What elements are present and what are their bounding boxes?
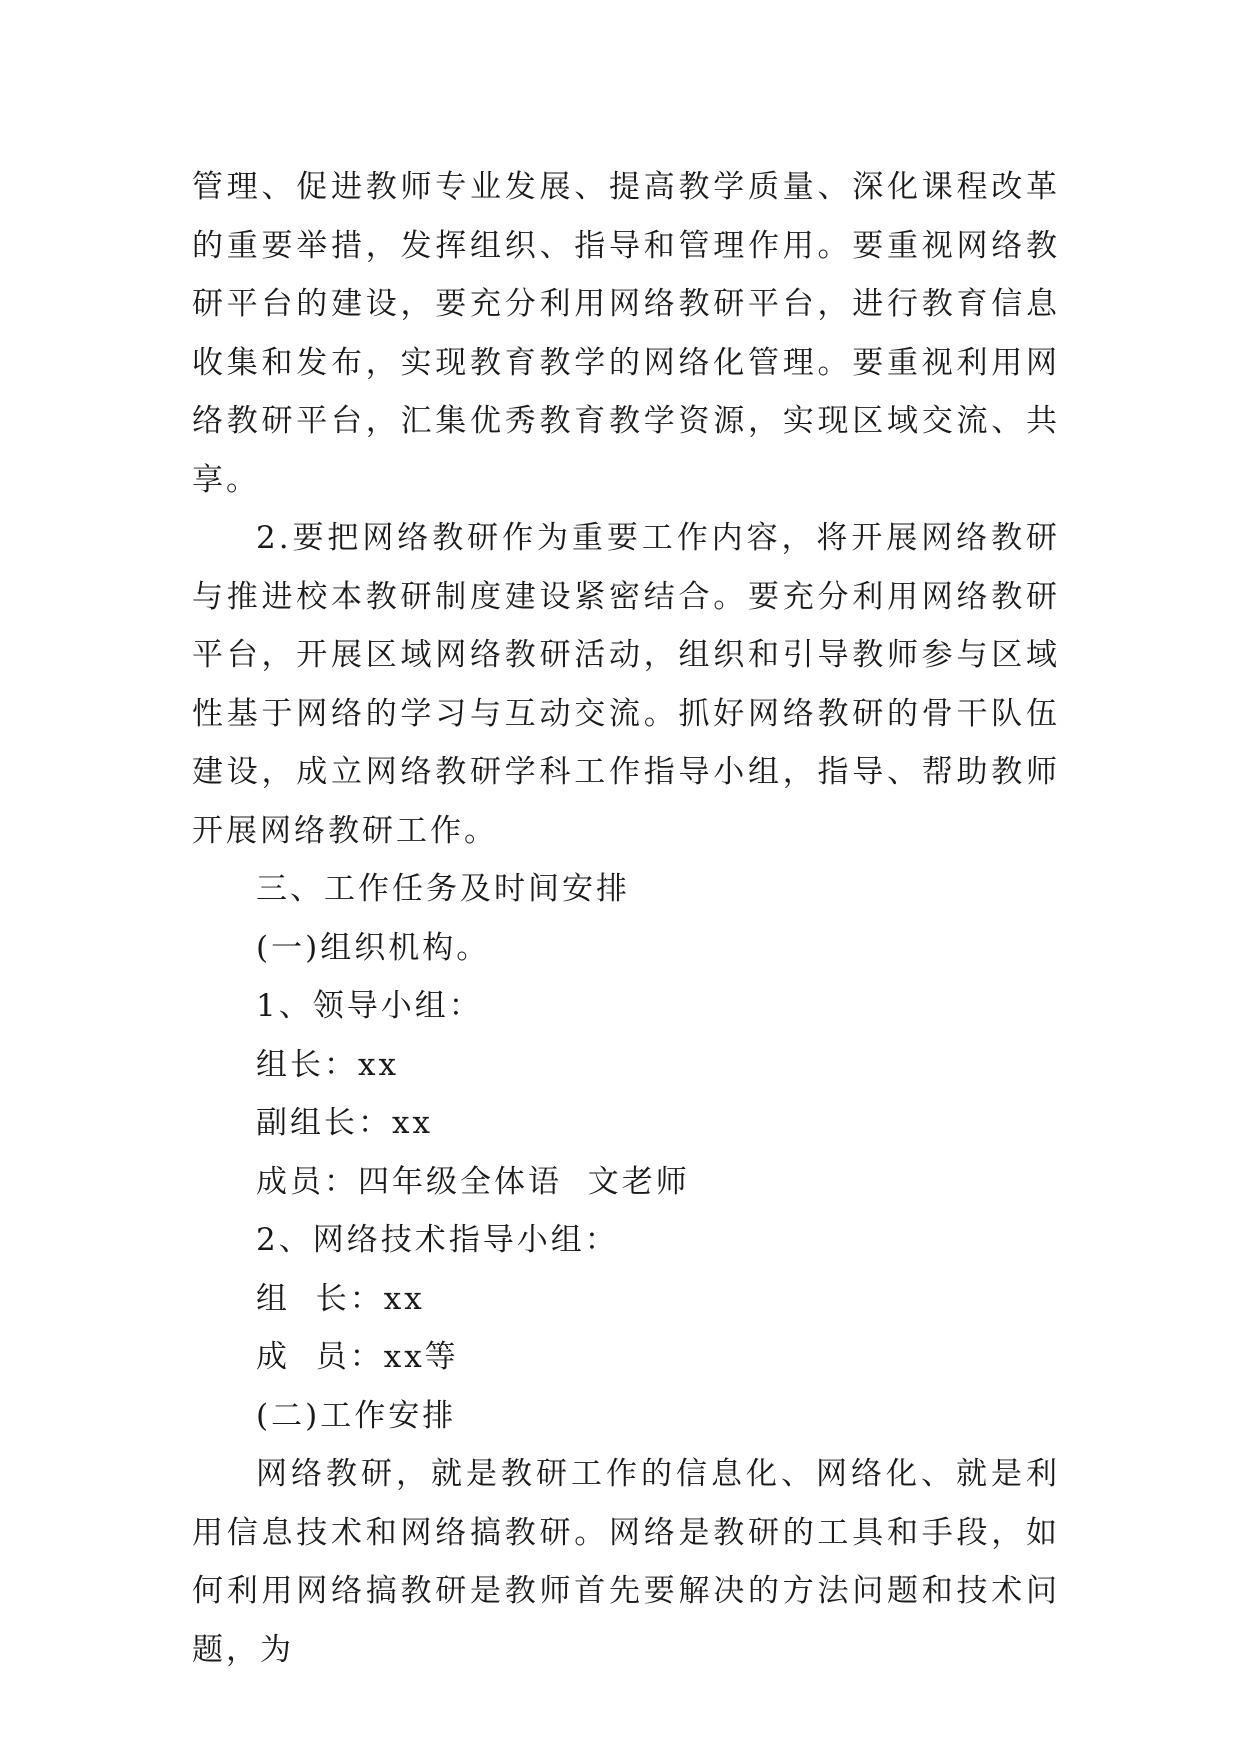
paragraph-continuation: 管理、促进教师专业发展、提高教学质量、深化课程改革的重要举措，发挥组织、指导和管理作用。要重视网络教研平台的建设，要充分利用网络教研平台，进行教育信息收集和发布，实现教育教学的网络化管理。要重视利用网络教研平台，汇集优秀教育教学资源，实现区域交流、共享。 bbox=[192, 169, 1060, 498]
list-item-members: 成员：四年级全体语 文老师 bbox=[256, 1163, 690, 1200]
subsection-heading-work-plan: (二)工作安排 bbox=[256, 1397, 457, 1434]
paragraph-network-research: 网络教研，就是教研工作的信息化、网络化、就是利用信息技术和网络搞教研。网络是教研的工具和手段，如何利用网络搞教研是教师首先要解决的方法问题和技术问题，为 bbox=[192, 1456, 1060, 1668]
paragraph-item-2: 2.要把网络教研作为重要工作内容，将开展网络教研与推进校本教研制度建设紧密结合。要充分利用网络教研平台，开展区域网络教研活动，组织和引导教师参与区域性基于网络的学习与互动交流。抓好网络教研的骨干队伍建设，成立网络教研学科工作指导小组，指导、帮助教师开展网络教研工作。 bbox=[192, 520, 1060, 849]
section-heading-3: 三、工作任务及时间安排 bbox=[256, 871, 630, 907]
list-item-deputy-leader: 副组长：xx bbox=[256, 1105, 433, 1141]
list-item-tech-leader: 组 长：xx bbox=[256, 1280, 425, 1317]
list-item-leadership-group: 1、领导小组： bbox=[256, 988, 483, 1024]
list-item-tech-members: 成 员：xx等 bbox=[256, 1339, 459, 1375]
list-item-group-leader: 组长：xx bbox=[256, 1046, 399, 1083]
list-item-tech-group: 2、网络技术指导小组： bbox=[256, 1222, 619, 1258]
subsection-heading-organization: (一)组织机构。 bbox=[256, 929, 491, 966]
document-body bbox=[192, 158, 1060, 1679]
